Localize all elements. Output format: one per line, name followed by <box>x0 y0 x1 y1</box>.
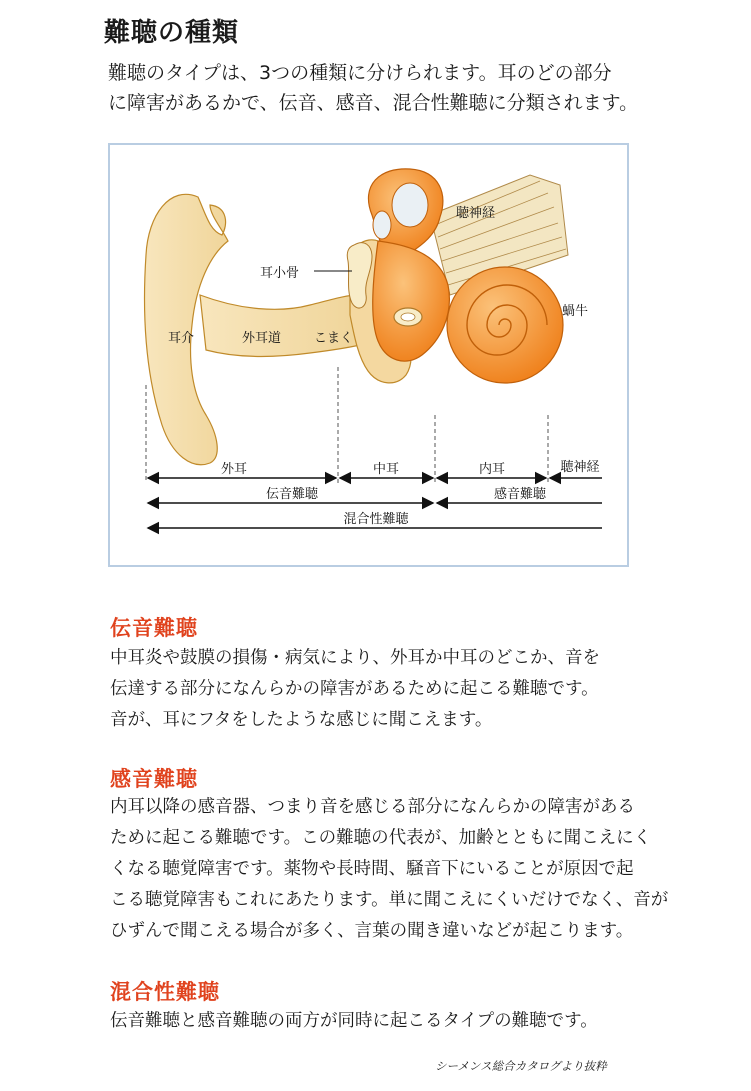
body-line: 中耳炎や鼓膜の損傷・病気により、外耳か中耳のどこか、音を <box>110 648 600 668</box>
label-cochlea: 蝸牛 <box>562 304 589 319</box>
label-auricle: 耳介 <box>168 331 195 346</box>
section-body-mixed <box>110 1006 670 1037</box>
range-sensorineural: 感音難聴 <box>493 487 547 502</box>
label-nerve: 聴神経 <box>456 206 496 221</box>
body-line: 音が、耳にフタをしたような感じに聞こえます。 <box>110 710 493 730</box>
intro-line: に障害があるかで、伝音、感音、混合性難聴に分類されます。 <box>108 92 639 114</box>
body-line: こる聴覚障害もこれにあたります。単に聞こえにくいだけでなく、音が <box>110 890 669 910</box>
section-body-sensorineural <box>110 792 670 947</box>
vestibule-shape <box>373 241 450 361</box>
body-line: ために起こる難聴です。この難聴の代表が、加齢とともに聞こえにく <box>110 828 652 848</box>
region-middle: 中耳 <box>372 462 400 477</box>
section-title-conductive: 伝音難聴 <box>110 616 198 640</box>
ear-canal-shape <box>200 295 360 356</box>
body-line: 内耳以降の感音器、つまり音を感じる部分になんらかの障害がある <box>110 797 635 817</box>
ear-diagram <box>108 143 629 567</box>
intro-line: 難聴のタイプは、3つの種類に分けられます。耳のどの部分 <box>108 62 612 84</box>
cochlea-shape <box>447 267 563 383</box>
label-ear-canal: 外耳道 <box>242 331 282 346</box>
body-line: 伝音難聴と感音難聴の両方が同時に起こるタイプの難聴です。 <box>110 1011 598 1031</box>
intro-text <box>108 58 708 118</box>
ear-anatomy-illustration <box>110 145 627 565</box>
range-mixed: 混合性難聴 <box>343 512 409 527</box>
region-nerve: 聴神経 <box>560 460 600 475</box>
section-title-sensorineural: 感音難聴 <box>110 767 198 791</box>
body-line: 伝達する部分になんらかの障害があるために起こる難聴です。 <box>110 679 599 699</box>
section-body-conductive <box>110 643 670 736</box>
region-inner: 内耳 <box>478 462 506 477</box>
source-credit: シーメンス総合カタログより抜粋 <box>435 1059 607 1073</box>
region-outer: 外耳 <box>220 462 248 477</box>
body-line: ひずんで聞こえる場合が多く、言葉の聞き違いなどが起こります。 <box>110 921 634 941</box>
label-ossicles: 耳小骨 <box>260 266 300 281</box>
section-title-mixed: 混合性難聴 <box>110 980 220 1004</box>
body-line: くなる聴覚障害です。薬物や長時間、騒音下にいることが原因で起 <box>110 859 634 879</box>
range-conductive: 伝音難聴 <box>265 487 319 502</box>
label-eardrum: こまく <box>314 331 354 346</box>
page-title: 難聴の種類 <box>104 18 240 48</box>
